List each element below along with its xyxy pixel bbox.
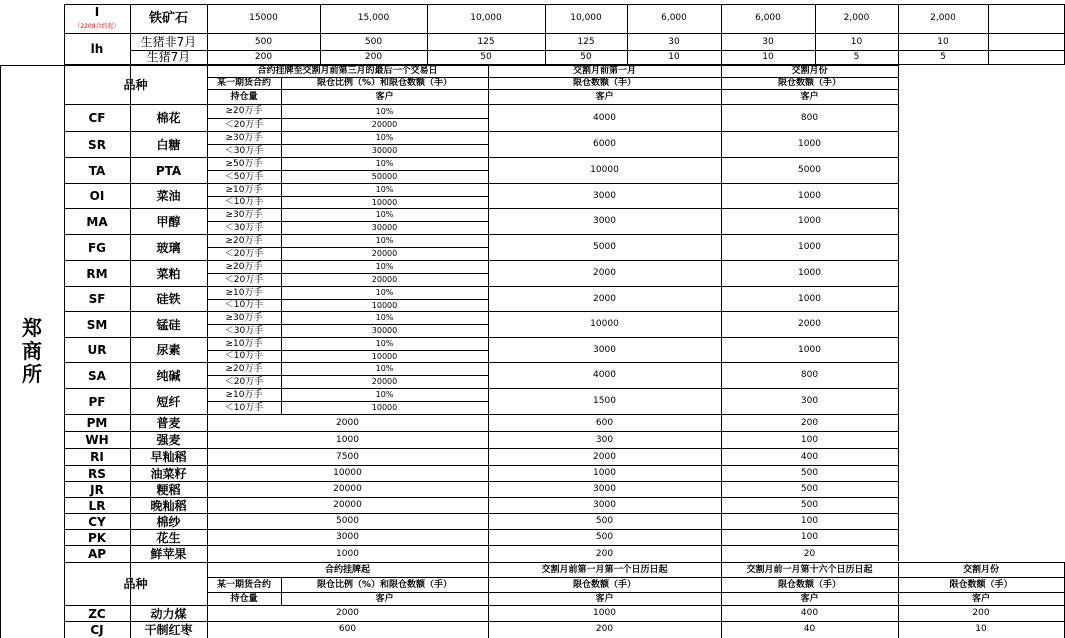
variety-code: RM bbox=[86, 266, 108, 281]
variety-code: UR bbox=[87, 343, 107, 357]
initial-limit: 2000 bbox=[336, 608, 359, 618]
variety-code: PF bbox=[88, 394, 106, 409]
limit-value: 10000 bbox=[371, 197, 398, 207]
ratio-value: 10% bbox=[375, 262, 394, 271]
limit-value: 10000 bbox=[371, 300, 398, 310]
value-cell: 5 bbox=[853, 52, 860, 62]
variety-name: PTA bbox=[155, 163, 182, 178]
threshold-low: ＜20万手 bbox=[224, 274, 264, 285]
month-before-limit: 1000 bbox=[593, 608, 616, 618]
header-ratio-label: 限仓比例（%）和限仓数额（手） bbox=[316, 579, 453, 590]
header-client: 客户 bbox=[375, 91, 394, 102]
variety-name: 晚籼稻 bbox=[150, 498, 187, 513]
value-cell: 125 bbox=[477, 37, 495, 47]
month-before-limit: 10000 bbox=[590, 319, 619, 329]
month-before-limit: 1000 bbox=[593, 468, 616, 478]
variety-code: SA bbox=[88, 368, 106, 383]
value-cell: 200 bbox=[364, 52, 383, 62]
month-before-limit: 3000 bbox=[593, 344, 616, 355]
row-code: I bbox=[94, 5, 100, 19]
threshold-low: ＜30万手 bbox=[224, 145, 264, 156]
delivery-month-limit: 500 bbox=[800, 500, 819, 510]
threshold-low: ＜20万手 bbox=[224, 119, 264, 130]
delivery-month-limit: 800 bbox=[800, 112, 819, 123]
value-cell: 500 bbox=[254, 37, 273, 47]
threshold-low: ＜10万手 bbox=[224, 351, 264, 361]
month-before-limit: 4000 bbox=[593, 112, 616, 123]
month-before-limit: 300 bbox=[595, 434, 614, 445]
limit-value: 20000 bbox=[371, 120, 398, 129]
variety-code: JR bbox=[90, 482, 104, 497]
delivery-month-limit: 5000 bbox=[798, 165, 821, 175]
variety-name: 纯碱 bbox=[156, 368, 181, 383]
variety-code: WH bbox=[85, 433, 109, 447]
variety-code: SR bbox=[88, 137, 106, 152]
variety-code: AP bbox=[87, 547, 107, 561]
value-cell: 2,000 bbox=[930, 13, 956, 23]
row-note: （2209合约起） bbox=[74, 22, 120, 30]
threshold-low: ＜10万手 bbox=[224, 402, 264, 413]
delivery-month-limit: 1000 bbox=[798, 344, 821, 355]
variety-code: FG bbox=[87, 240, 107, 255]
month-before-limit: 600 bbox=[595, 417, 614, 428]
header-group: 交割月前一月第十六个日历日起 bbox=[746, 564, 873, 575]
value-cell: 50 bbox=[580, 52, 592, 62]
header-limit: 限仓数额（手） bbox=[572, 78, 636, 88]
delivery-month-limit: 1000 bbox=[798, 242, 821, 252]
delivery-month-limit: 300 bbox=[800, 396, 819, 406]
month-before-limit: 3000 bbox=[593, 216, 616, 226]
variety-code: SM bbox=[86, 317, 108, 332]
header-group: 交割月前第一月第一个日历日起 bbox=[541, 564, 668, 575]
initial-limit: 3000 bbox=[336, 532, 359, 542]
month-before-limit: 500 bbox=[595, 516, 614, 526]
exchange-char: 商 bbox=[22, 339, 42, 363]
month-before-limit: 2000 bbox=[593, 268, 616, 278]
ratio-value: 10% bbox=[375, 159, 394, 168]
threshold-low: ＜20万手 bbox=[224, 248, 264, 259]
variety-code: LR bbox=[88, 498, 106, 513]
month-before-limit: 10000 bbox=[590, 165, 619, 175]
variety-code: ZC bbox=[88, 606, 106, 621]
value-cell: 50 bbox=[480, 52, 492, 62]
variety-name: 普麦 bbox=[156, 416, 181, 430]
limit-value: 50000 bbox=[371, 172, 398, 181]
variety-name: 玻璃 bbox=[156, 240, 181, 255]
variety-name: 动力煤 bbox=[150, 606, 187, 621]
ratio-value: 10% bbox=[375, 288, 394, 297]
limit-value: 10000 bbox=[371, 403, 398, 412]
header-group: 合约挂牌起 bbox=[324, 564, 370, 575]
value-cell: 10 bbox=[668, 52, 680, 62]
row-name: 生猪7月 bbox=[146, 50, 191, 64]
header-ratio-label: 限仓比例（%）和限仓数额（手） bbox=[316, 78, 453, 88]
header-oi-label: 某一期货合约 bbox=[216, 579, 271, 590]
month-before-limit: 2000 bbox=[593, 451, 616, 462]
variety-code: CF bbox=[88, 111, 106, 125]
mid-month-limit: 400 bbox=[800, 608, 819, 618]
limit-value: 30000 bbox=[371, 326, 398, 335]
value-cell: 10 bbox=[937, 37, 949, 47]
month-before-limit: 3000 bbox=[593, 190, 616, 201]
ratio-value: 10% bbox=[375, 390, 394, 399]
initial-limit: 1000 bbox=[336, 548, 359, 559]
value-cell: 10 bbox=[850, 37, 863, 47]
header-limit: 限仓数额（手） bbox=[572, 579, 636, 590]
delivery-month-limit: 500 bbox=[800, 468, 819, 478]
ratio-value: 10% bbox=[375, 236, 394, 245]
threshold-low: ＜10万手 bbox=[224, 197, 264, 207]
variety-name: 锰硅 bbox=[156, 317, 181, 332]
month-before-limit: 3000 bbox=[593, 484, 616, 494]
threshold-high: ≥20万手 bbox=[225, 261, 263, 272]
delivery-month-limit: 200 bbox=[800, 417, 819, 428]
initial-limit: 2000 bbox=[336, 417, 359, 428]
limit-value: 10000 bbox=[371, 351, 398, 361]
row-name: 铁矿石 bbox=[148, 11, 188, 26]
header-limit: 限仓数额（手） bbox=[949, 579, 1013, 590]
threshold-high: ≥10万手 bbox=[225, 338, 263, 349]
header-group: 交割月前第一月 bbox=[572, 66, 636, 76]
variety-name: 硅铁 bbox=[156, 292, 181, 306]
threshold-low: ＜30万手 bbox=[224, 325, 264, 336]
threshold-high: ≥50万手 bbox=[225, 158, 263, 169]
ratio-value: 10% bbox=[375, 106, 394, 116]
ratio-value: 10% bbox=[375, 339, 394, 348]
header-client: 客户 bbox=[595, 593, 614, 604]
variety-name: 鲜苹果 bbox=[150, 547, 187, 561]
header-limit: 限仓数额（手） bbox=[777, 579, 841, 590]
variety-name: 棉花 bbox=[156, 111, 181, 125]
initial-limit: 600 bbox=[338, 624, 357, 634]
header-client: 客户 bbox=[800, 91, 819, 102]
month-before-limit: 2000 bbox=[593, 293, 616, 304]
delivery-month-limit: 200 bbox=[972, 608, 990, 618]
threshold-high: ≥20万手 bbox=[225, 235, 263, 246]
ratio-value: 10% bbox=[375, 210, 394, 219]
initial-limit: 7500 bbox=[336, 451, 359, 462]
variety-name: 菜粕 bbox=[156, 266, 181, 281]
limit-value: 30000 bbox=[371, 223, 398, 232]
variety-code: SF bbox=[88, 292, 106, 306]
delivery-month-limit: 20 bbox=[803, 548, 816, 559]
header-client: 客户 bbox=[375, 593, 394, 604]
initial-limit: 1000 bbox=[336, 434, 359, 445]
month-before-limit: 4000 bbox=[593, 370, 616, 380]
month-before-limit: 5000 bbox=[593, 242, 616, 252]
threshold-high: ≥10万手 bbox=[225, 184, 263, 195]
row-code: lh bbox=[90, 42, 104, 56]
variety-code: RI bbox=[90, 450, 104, 464]
value-cell: 125 bbox=[577, 37, 595, 47]
row-name: 生猪非7月 bbox=[140, 35, 197, 49]
variety-name: 甲醇 bbox=[156, 214, 181, 229]
value-cell: 10,000 bbox=[470, 13, 502, 23]
variety-code: OI bbox=[89, 189, 105, 203]
exchange-char: 所 bbox=[22, 362, 42, 386]
header-limit: 限仓数额（手） bbox=[777, 78, 841, 88]
threshold-high: ≥20万手 bbox=[225, 363, 263, 374]
value-cell: 10 bbox=[762, 52, 774, 62]
variety-name: 干制红枣 bbox=[144, 622, 193, 637]
threshold-high: ≥20万手 bbox=[225, 106, 263, 116]
variety-code: CJ bbox=[90, 622, 104, 637]
ratio-value: 10% bbox=[375, 364, 394, 373]
value-cell: 500 bbox=[364, 37, 383, 47]
variety-code: TA bbox=[88, 163, 106, 178]
variety-code: PM bbox=[86, 416, 108, 430]
variety-code: RS bbox=[88, 466, 106, 481]
value-cell: 6,000 bbox=[755, 13, 781, 23]
variety-name: 强麦 bbox=[156, 433, 181, 447]
value-cell: 30 bbox=[668, 37, 680, 47]
variety-name: 早籼稻 bbox=[150, 450, 187, 464]
month-before-limit: 500 bbox=[595, 532, 614, 542]
ratio-value: 10% bbox=[375, 133, 394, 142]
month-before-limit: 3000 bbox=[593, 500, 616, 510]
grid-line bbox=[898, 65, 899, 561]
header-client: 客户 bbox=[800, 593, 819, 604]
initial-limit: 20000 bbox=[333, 484, 362, 494]
limit-value: 20000 bbox=[371, 275, 398, 284]
ratio-value: 10% bbox=[375, 313, 394, 322]
threshold-high: ≥30万手 bbox=[225, 209, 263, 220]
delivery-month-limit: 100 bbox=[800, 434, 819, 445]
limit-value: 20000 bbox=[371, 377, 398, 386]
delivery-month-limit: 1000 bbox=[798, 268, 821, 278]
variety-code: PK bbox=[87, 530, 107, 545]
header-client: 客户 bbox=[971, 593, 990, 604]
delivery-month-limit: 2000 bbox=[798, 319, 821, 329]
header-oi-label: 某一期货合约 bbox=[216, 78, 271, 88]
variety-name: 粳稻 bbox=[156, 482, 181, 497]
month-before-limit: 6000 bbox=[593, 139, 616, 149]
limit-value: 30000 bbox=[371, 146, 398, 155]
value-cell: 30 bbox=[762, 37, 774, 47]
grid-line bbox=[988, 4, 989, 65]
ratio-value: 10% bbox=[375, 185, 394, 194]
delivery-month-limit: 500 bbox=[800, 484, 819, 494]
variety-code: CY bbox=[88, 514, 106, 529]
month-before-limit: 1500 bbox=[593, 396, 616, 406]
initial-limit: 20000 bbox=[333, 500, 362, 510]
threshold-high: ≥30万手 bbox=[225, 312, 263, 323]
value-cell: 15,000 bbox=[357, 13, 390, 23]
header-oi-label: 持仓量 bbox=[230, 91, 258, 102]
header-group: 合约挂牌至交割月前第三月的最后一个交易日 bbox=[257, 66, 438, 76]
delivery-month-limit: 100 bbox=[800, 532, 819, 542]
grid-line bbox=[64, 33, 1065, 34]
value-cell: 15000 bbox=[249, 13, 278, 23]
threshold-high: ≥30万手 bbox=[225, 132, 263, 143]
variety-name: 菜油 bbox=[156, 189, 181, 203]
variety-name: 油菜籽 bbox=[150, 466, 187, 481]
delivery-month-limit: 800 bbox=[800, 370, 819, 380]
delivery-month-limit: 1000 bbox=[798, 139, 821, 149]
header-variety: 品种 bbox=[123, 577, 148, 591]
header-variety: 品种 bbox=[123, 78, 148, 92]
variety-name: 花生 bbox=[156, 530, 181, 545]
threshold-low: ＜30万手 bbox=[224, 222, 264, 233]
threshold-low: ＜10万手 bbox=[224, 300, 264, 310]
variety-name: 尿素 bbox=[156, 343, 181, 357]
initial-limit: 10000 bbox=[333, 468, 362, 478]
threshold-high: ≥10万手 bbox=[225, 389, 263, 400]
header-client: 客户 bbox=[595, 91, 614, 102]
header-oi-label: 持仓量 bbox=[230, 593, 258, 604]
delivery-month-limit: 100 bbox=[800, 516, 819, 526]
month-before-limit: 200 bbox=[595, 624, 614, 634]
threshold-low: ＜50万手 bbox=[224, 171, 264, 182]
threshold-low: ＜20万手 bbox=[224, 376, 264, 387]
delivery-month-limit: 10 bbox=[975, 624, 987, 634]
header-group: 交割月份 bbox=[962, 564, 999, 575]
value-cell: 2,000 bbox=[843, 13, 870, 23]
header-group: 交割月份 bbox=[791, 66, 828, 76]
variety-name: 短纤 bbox=[156, 394, 181, 409]
exchange-char: 郑 bbox=[22, 316, 42, 340]
mid-month-limit: 40 bbox=[803, 624, 816, 634]
initial-limit: 5000 bbox=[336, 516, 359, 526]
limit-value: 20000 bbox=[371, 249, 398, 258]
variety-name: 白糖 bbox=[156, 137, 181, 152]
variety-name: 棉纱 bbox=[156, 514, 181, 529]
delivery-month-limit: 1000 bbox=[798, 190, 821, 201]
variety-code: MA bbox=[86, 214, 108, 229]
delivery-month-limit: 400 bbox=[800, 451, 819, 462]
value-cell: 10,000 bbox=[570, 13, 602, 23]
exchange-label bbox=[0, 66, 64, 637]
delivery-month-limit: 1000 bbox=[798, 293, 821, 304]
value-cell: 6,000 bbox=[661, 13, 687, 23]
threshold-high: ≥10万手 bbox=[225, 287, 263, 298]
delivery-month-limit: 1000 bbox=[798, 216, 821, 226]
value-cell: 200 bbox=[254, 52, 273, 62]
month-before-limit: 200 bbox=[595, 548, 614, 559]
value-cell: 5 bbox=[940, 52, 946, 62]
